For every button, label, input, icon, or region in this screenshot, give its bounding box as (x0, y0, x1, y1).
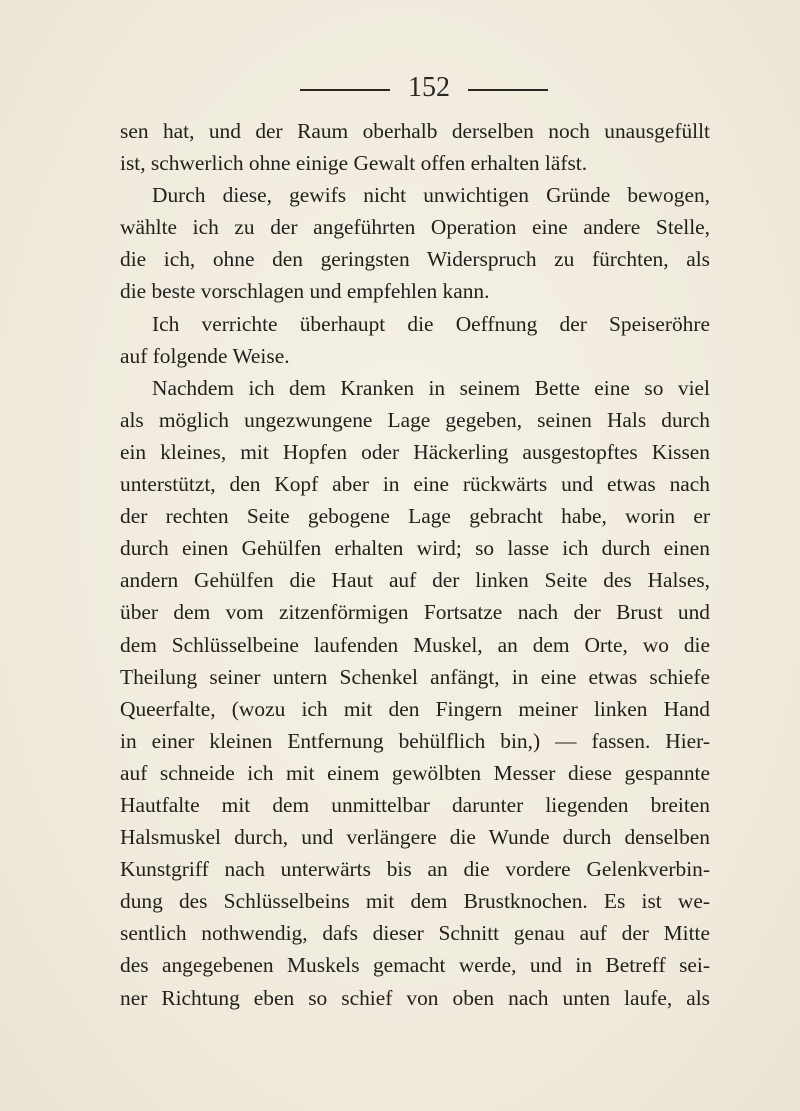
text-line: dem Schlüsselbeine laufenden Muskel, an dem Orte, wo die (120, 632, 710, 657)
text-line: über dem vom zitzenförmigen Fortsatze nach der Brust und (120, 600, 710, 625)
text-line: Halsmuskel durch, und verlängere die Wunde durch denselben (120, 825, 710, 850)
text-line: dung des Schlüsselbeins mit dem Brustknochen. Es ist we- (120, 889, 710, 914)
text-line: unterstützt, den Kopf aber in eine rückwärts und etwas nach (120, 472, 710, 497)
header-rule-right (468, 89, 548, 91)
text-line: Hautfalte mit dem unmittelbar darunter liegenden breiten (120, 792, 710, 817)
text-line: des angegebenen Muskels gemacht werde, und in Betreff sei- (120, 953, 710, 978)
text-line: Ich verrichte überhaupt die Oeffnung der Speiseröhre (152, 311, 710, 336)
text-line: wählte ich zu der angeführten Operation eine andere Stelle, (120, 215, 710, 240)
page-number: 152 (408, 72, 450, 103)
text-line: in einer kleinen Entfernung behülflich bin,) — fassen. Hier- (120, 728, 710, 753)
text-line: die ich, ohne den geringsten Widerspruch zu fürchten, als (120, 247, 710, 272)
text-line: Kunstgriff nach unterwärts bis an die vordere Gelenkverbin- (120, 857, 710, 882)
text-line: die beste vorschlagen und empfehlen kann. (120, 279, 490, 304)
text-line: als möglich ungezwungene Lage gegeben, seinen Hals durch (120, 407, 710, 432)
page-header (0, 72, 800, 102)
text-line: auf folgende Weise. (120, 343, 290, 368)
header-rule-left (300, 89, 390, 91)
text-line: Queerfalte, (wozu ich mit den Fingern meiner linken Hand (120, 696, 710, 721)
text-line: ner Richtung eben so schief von oben nach unten laufe, als (120, 985, 710, 1010)
text-line: auf schneide ich mit einem gewölbten Messer diese gespannte (120, 760, 710, 785)
text-line: andern Gehülfen die Haut auf der linken Seite des Halses, (120, 568, 710, 593)
text-line: der rechten Seite gebogene Lage gebracht habe, worin er (120, 504, 710, 529)
text-line: sentlich nothwendig, dafs dieser Schnitt genau auf der Mitte (120, 921, 710, 946)
text-line: Durch diese, gewifs nicht unwichtigen Gründe bewogen, (152, 183, 710, 208)
text-line: durch einen Gehülfen erhalten wird; so lasse ich durch einen (120, 536, 710, 561)
text-line: Nachdem ich dem Kranken in seinem Bette eine so viel (152, 375, 710, 400)
body-text (120, 115, 710, 1014)
text-line: sen hat, und der Raum oberhalb derselben noch unausgefüllt (120, 119, 710, 143)
text-line: Theilung seiner untern Schenkel anfängt, in eine etwas schiefe (120, 664, 710, 689)
text-line: ein kleines, mit Hopfen oder Häckerling ausgestopftes Kissen (120, 439, 710, 464)
text-line: ist, schwerlich ohne einige Gewalt offen erhalten läfst. (120, 151, 588, 176)
